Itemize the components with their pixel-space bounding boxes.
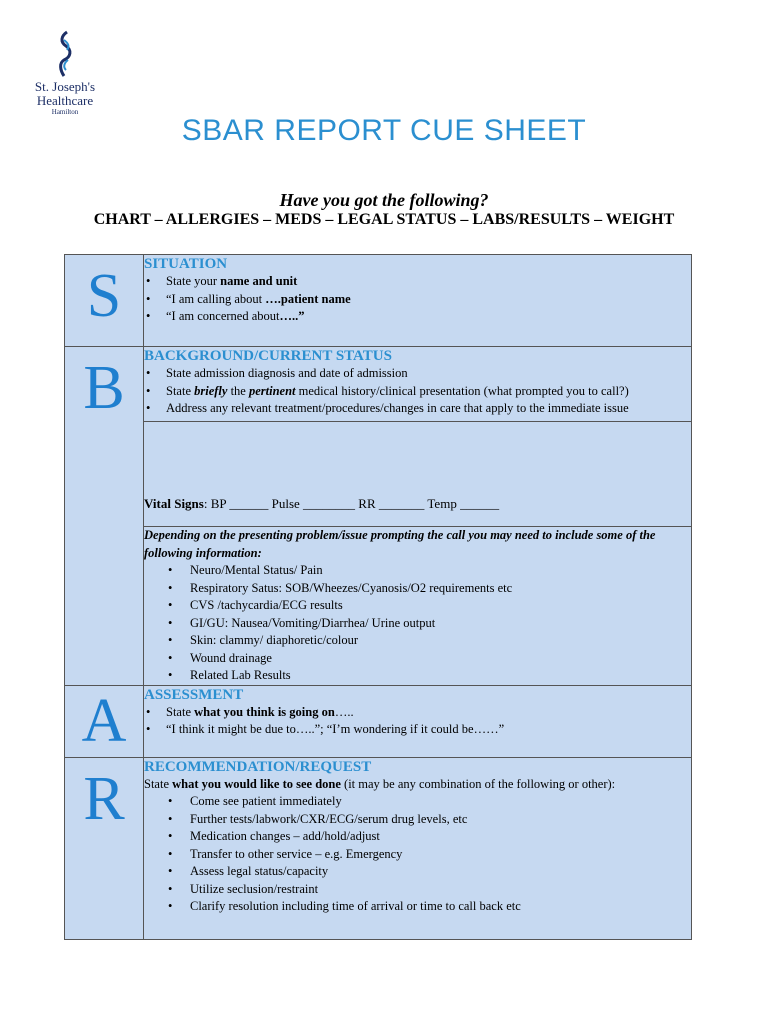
list-item: • Assess legal status/capacity xyxy=(190,863,691,881)
background-cell xyxy=(144,347,692,422)
vitals-row xyxy=(65,422,692,527)
info-row xyxy=(65,527,692,686)
list-item: • Transfer to other service – e.g. Emergency xyxy=(190,846,691,864)
recommendation-title: RECOMMENDATION/REQUEST xyxy=(144,758,372,775)
list-item: • Address any relevant treatment/procedures/changes in care that apply to the immediate issue xyxy=(166,400,691,418)
background-title: BACKGROUND/CURRENT STATUS xyxy=(144,348,392,364)
sbar-table xyxy=(64,254,692,940)
assessment-row xyxy=(65,685,692,757)
depending-note: Depending on the presenting problem/issue prompting the call you may need to include some of the following information: xyxy=(144,528,656,560)
recommendation-letter: R xyxy=(65,757,144,939)
recommendation-row xyxy=(65,757,692,939)
assessment-cell xyxy=(144,685,692,757)
logo-mark-icon xyxy=(52,30,78,78)
logo-line-1: St. Joseph's xyxy=(34,79,96,94)
st-josephs-logo xyxy=(20,30,110,117)
list-item: • “I think it might be due to…..”; “I’m wondering if it could be……” xyxy=(166,721,691,739)
logo-line-3: Hamilton xyxy=(51,108,79,116)
checklist-line: CHART – ALLERGIES – MEDS – LEGAL STATUS – LABS/RESULTS – WEIGHT xyxy=(93,211,675,228)
list-item: • CVS /tachycardia/ECG results xyxy=(190,597,691,615)
recommendation-intro: State what you would like to see done (it may be any combination of the following or other): xyxy=(144,776,616,791)
background-list xyxy=(144,365,691,418)
vitals-cell xyxy=(144,422,692,527)
vital-signs-line: Vital Signs: BP ______ Pulse ________ RR _______ Temp ______ xyxy=(144,496,500,511)
recommendation-cell xyxy=(144,757,692,939)
list-item: • Come see patient immediately xyxy=(190,793,691,811)
situation-title: SITUATION xyxy=(144,256,228,272)
list-item: • State briefly the pertinent medical history/clinical presentation (what prompted you to call?) xyxy=(166,383,691,401)
assessment-title: ASSESSMENT xyxy=(144,686,244,703)
situation-letter: S xyxy=(65,255,144,347)
list-item: • Related Lab Results xyxy=(190,667,691,685)
info-list xyxy=(144,562,691,685)
assessment-letter: A xyxy=(65,685,144,757)
recommendation-list xyxy=(144,793,691,916)
page-title: SBAR REPORT CUE SHEET xyxy=(181,114,587,147)
list-item: • “I am concerned about…..” xyxy=(166,308,691,326)
list-item: • Neuro/Mental Status/ Pain xyxy=(190,562,691,580)
list-item: • GI/GU: Nausea/Vomiting/Diarrhea/ Urine output xyxy=(190,615,691,633)
list-item: • Utilize seclusion/restraint xyxy=(190,881,691,899)
info-cell xyxy=(144,527,692,686)
assessment-list xyxy=(144,704,691,739)
list-item: • “I am calling about ….patient name xyxy=(166,291,691,309)
logo-line-2: Healthcare xyxy=(36,93,94,108)
list-item: • State admission diagnosis and date of admission xyxy=(166,365,691,383)
situation-row xyxy=(65,255,692,347)
background-row xyxy=(65,347,692,422)
list-item: • Further tests/labwork/CXR/ECG/serum drug levels, etc xyxy=(190,811,691,829)
list-item: • Clarify resolution including time of arrival or time to call back etc xyxy=(190,898,691,916)
situation-cell xyxy=(144,255,692,347)
list-item: • State your name and unit xyxy=(166,273,691,291)
list-item: • Medication changes – add/hold/adjust xyxy=(190,828,691,846)
list-item: • Respiratory Satus: SOB/Wheezes/Cyanosis/O2 requirements etc xyxy=(190,580,691,598)
situation-list xyxy=(144,273,691,326)
list-item: • State what you think is going on….. xyxy=(166,704,691,722)
background-letter: B xyxy=(65,347,144,686)
question-heading: Have you got the following? xyxy=(279,190,489,210)
list-item: • Skin: clammy/ diaphoretic/colour xyxy=(190,632,691,650)
list-item: • Wound drainage xyxy=(190,650,691,668)
